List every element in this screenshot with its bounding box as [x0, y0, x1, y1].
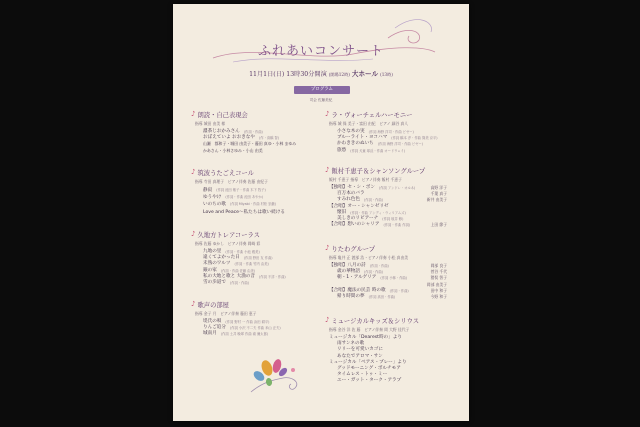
- song-item: 城南月 (作詞 土井 晩翠 作曲 滝 廉太郎): [203, 331, 269, 337]
- song-item: 小さな木の実 (作詞 海野 洋司・作曲 ビゼー): [337, 129, 414, 134]
- section-director: 指導 城田 由美 様: [195, 121, 226, 126]
- program-sheet: [173, 4, 469, 421]
- section-title: ラ・ヴォーチェルハーモニー: [331, 112, 413, 119]
- section-title: 筑波うたごえコール: [197, 170, 255, 177]
- section-title: りたわグループ: [331, 246, 376, 253]
- song-item: 旅愁 (作詞 犬童 球渓・作曲 オードウェイ): [337, 147, 406, 153]
- song-item: 美しきのリビアーナ (作詞 坂井 修): [337, 216, 404, 222]
- song-item: あなたでアロマ・サン: [337, 353, 383, 359]
- song-item: 濃茶じおかみさん (作詞・作曲): [203, 129, 263, 134]
- section-director: 指導 佐藤 ゆかし ピアノ伴奏 岡崎 彩: [195, 241, 261, 246]
- section-ritawa-group: [325, 244, 451, 300]
- concert-date: 11月1日(日) 13時30分開演: [249, 71, 327, 78]
- song-item: すみれ色色 (作詞・作曲) 新井 由美子: [337, 197, 447, 203]
- song-item: 山瀬 都和子・城田 由美子・藤田 真ゆ・小林 まゆみ: [203, 141, 297, 147]
- music-note-icon: ♪: [191, 168, 196, 176]
- section-director: 指導 金子 月 ピアノ伴奏 藤田 恵子: [195, 311, 257, 316]
- song-item: ユー・ガット・ターク・アラプ: [337, 378, 402, 384]
- section-title: ミュージカルキッズ＆シリウス: [331, 318, 420, 325]
- music-note-icon: ♪: [191, 110, 196, 118]
- song-item: ミュージカル「Dearest時の」より: [329, 335, 402, 340]
- song-item: 静寂 (作詞 池田 敏子・作曲 木下 牧子): [203, 188, 266, 193]
- song-item: 堤氏の唄 (作詞 野村 一 作曲 浜田 耕平): [203, 319, 270, 324]
- section-director: 指導 金谷 洋 佐 藤 ピアノ伴奏 岡 大野 佳代子: [329, 327, 410, 332]
- song-item: 九地の里 (作詞・作曲 小池 雅美): [203, 249, 260, 254]
- section-kuji-chorus: [191, 230, 317, 286]
- section-reading: [191, 110, 317, 154]
- song-item: 遠くてよかった日 (作詞 野田 友 作曲): [203, 255, 273, 261]
- host-credit: 司会 佐藤美紀: [309, 98, 333, 102]
- song-item: ブルーライト・ヨコハマ (作詞 橋本 淳・作曲 筒美 京平): [337, 135, 438, 141]
- section-director: 指導 城 保 美子・富田 由紀 ピアノ 細谷 真人: [329, 121, 409, 126]
- section-director: 指導 寺田 真理子 ピアノ伴奏 佐藤 由紀子: [195, 179, 268, 184]
- section-tsukuba-chorus: [191, 168, 317, 216]
- song-item: かあさん・小林さゆみ・小山 由美: [203, 147, 263, 153]
- music-note-icon: ♪: [325, 110, 330, 118]
- music-note-icon: ♪: [191, 230, 196, 238]
- section-singing-room: [191, 300, 317, 338]
- song-item: ゆうやけ (作詞・作曲 池田 あやか): [203, 195, 264, 201]
- song-item: かわききのぬいち (作詞 海野 洋司・作曲 ビゼー): [337, 141, 423, 147]
- song-item: 帰り時間の夢 (作詞 高田・作曲) 今野 和子: [337, 294, 447, 300]
- song-item: 未熟のワルツ (作詞・作曲 竹内 由美): [203, 261, 269, 267]
- song-item: 【合唱】魔法の民芸 時の歌 (作詞・作曲) 田中 和子: [329, 287, 447, 293]
- song-item: タイムレス・トゥ・ミー: [337, 372, 388, 378]
- song-item: Love and Peace～私たちは歌い続ける: [203, 209, 285, 215]
- section-title: 飯村千恵子＆シャンソングループ: [331, 168, 426, 175]
- section-director: 飯村 千恵子 指導 ピアノ伴奏 飯村 千恵子: [329, 177, 402, 182]
- music-note-icon: ♪: [325, 244, 330, 252]
- music-note-icon: ♪: [191, 300, 196, 308]
- floral-ornament: [243, 352, 313, 402]
- section-la-voce: [325, 110, 451, 154]
- section-title: 歌声の部屋: [197, 302, 229, 309]
- song-item: 【独唱】八月の詩 (作詞・作曲) 岡部 良子: [329, 263, 447, 268]
- song-item: リリーを可愛いカゴに: [337, 347, 383, 353]
- song-item: ミュージカル「ベアス・プレー」より: [329, 359, 407, 365]
- venue: 大ホール: [351, 70, 379, 78]
- section-musical-kids: [325, 316, 451, 385]
- song-item: 私の大地と歌と 大漁の音 (作詞 不詳・作曲): [203, 273, 286, 279]
- song-item: 【合唱】オー・シャンゼリゼ: [329, 203, 389, 209]
- section-title: 久地方トレアコーラス: [197, 232, 260, 239]
- program-badge: プログラム: [294, 86, 350, 94]
- song-item: 百万本のバラ 千葉 真子: [337, 191, 447, 197]
- section-director: 指導 亀井 正 渡部 浩・ピアノ伴奏 小松 真由美: [329, 255, 409, 260]
- song-item: 銀の家 (作詞・作曲 佐藤 由美): [203, 267, 256, 273]
- song-item: グッドモーニング・ボルチモア: [337, 366, 401, 372]
- song-item: 朝・1・アルゲリア (作詞 小林・作曲) 猪俣 智子: [337, 275, 447, 281]
- song-item: おぼえていよ おおきなや (作・高橋 智): [203, 135, 280, 141]
- song-item: 岡部 由美子: [426, 281, 447, 287]
- section-title: 朗読・自己表現会: [197, 112, 248, 119]
- end-time-note: (13時): [380, 72, 393, 77]
- song-item: いのちの歌 (作詞 Miyabi・作曲 村松 崇継): [203, 202, 277, 208]
- date-venue-line: [173, 68, 469, 78]
- music-note-icon: ♪: [325, 166, 330, 174]
- song-item: 雨サンネの歌: [337, 341, 365, 347]
- music-note-icon: ♪: [325, 316, 330, 324]
- song-item: 【独唱】セ・シ・ボン (作詞 アンドレ・オルネ) 高野 洋子: [329, 185, 447, 190]
- song-item: 雪の歩道で (作詞・作曲): [203, 280, 250, 286]
- song-item: 【合唱】想いのシャリア (作詞・作曲 作詞) 上田 節子: [329, 222, 447, 228]
- song-item: 歳の華物語 (作詞・作曲) 菅谷 千代: [337, 269, 447, 275]
- section-chanson-group: [325, 166, 451, 228]
- song-item: りんご追分 (作詞 小沢 不二夫 作曲 米山 正夫): [203, 325, 281, 331]
- concert-title: ふれあいコンサート: [257, 44, 384, 59]
- song-item: 懐旧 (作詞・作曲 アンディ・ウィリアムズ): [337, 209, 406, 215]
- open-time-note: (開場12時): [328, 72, 350, 77]
